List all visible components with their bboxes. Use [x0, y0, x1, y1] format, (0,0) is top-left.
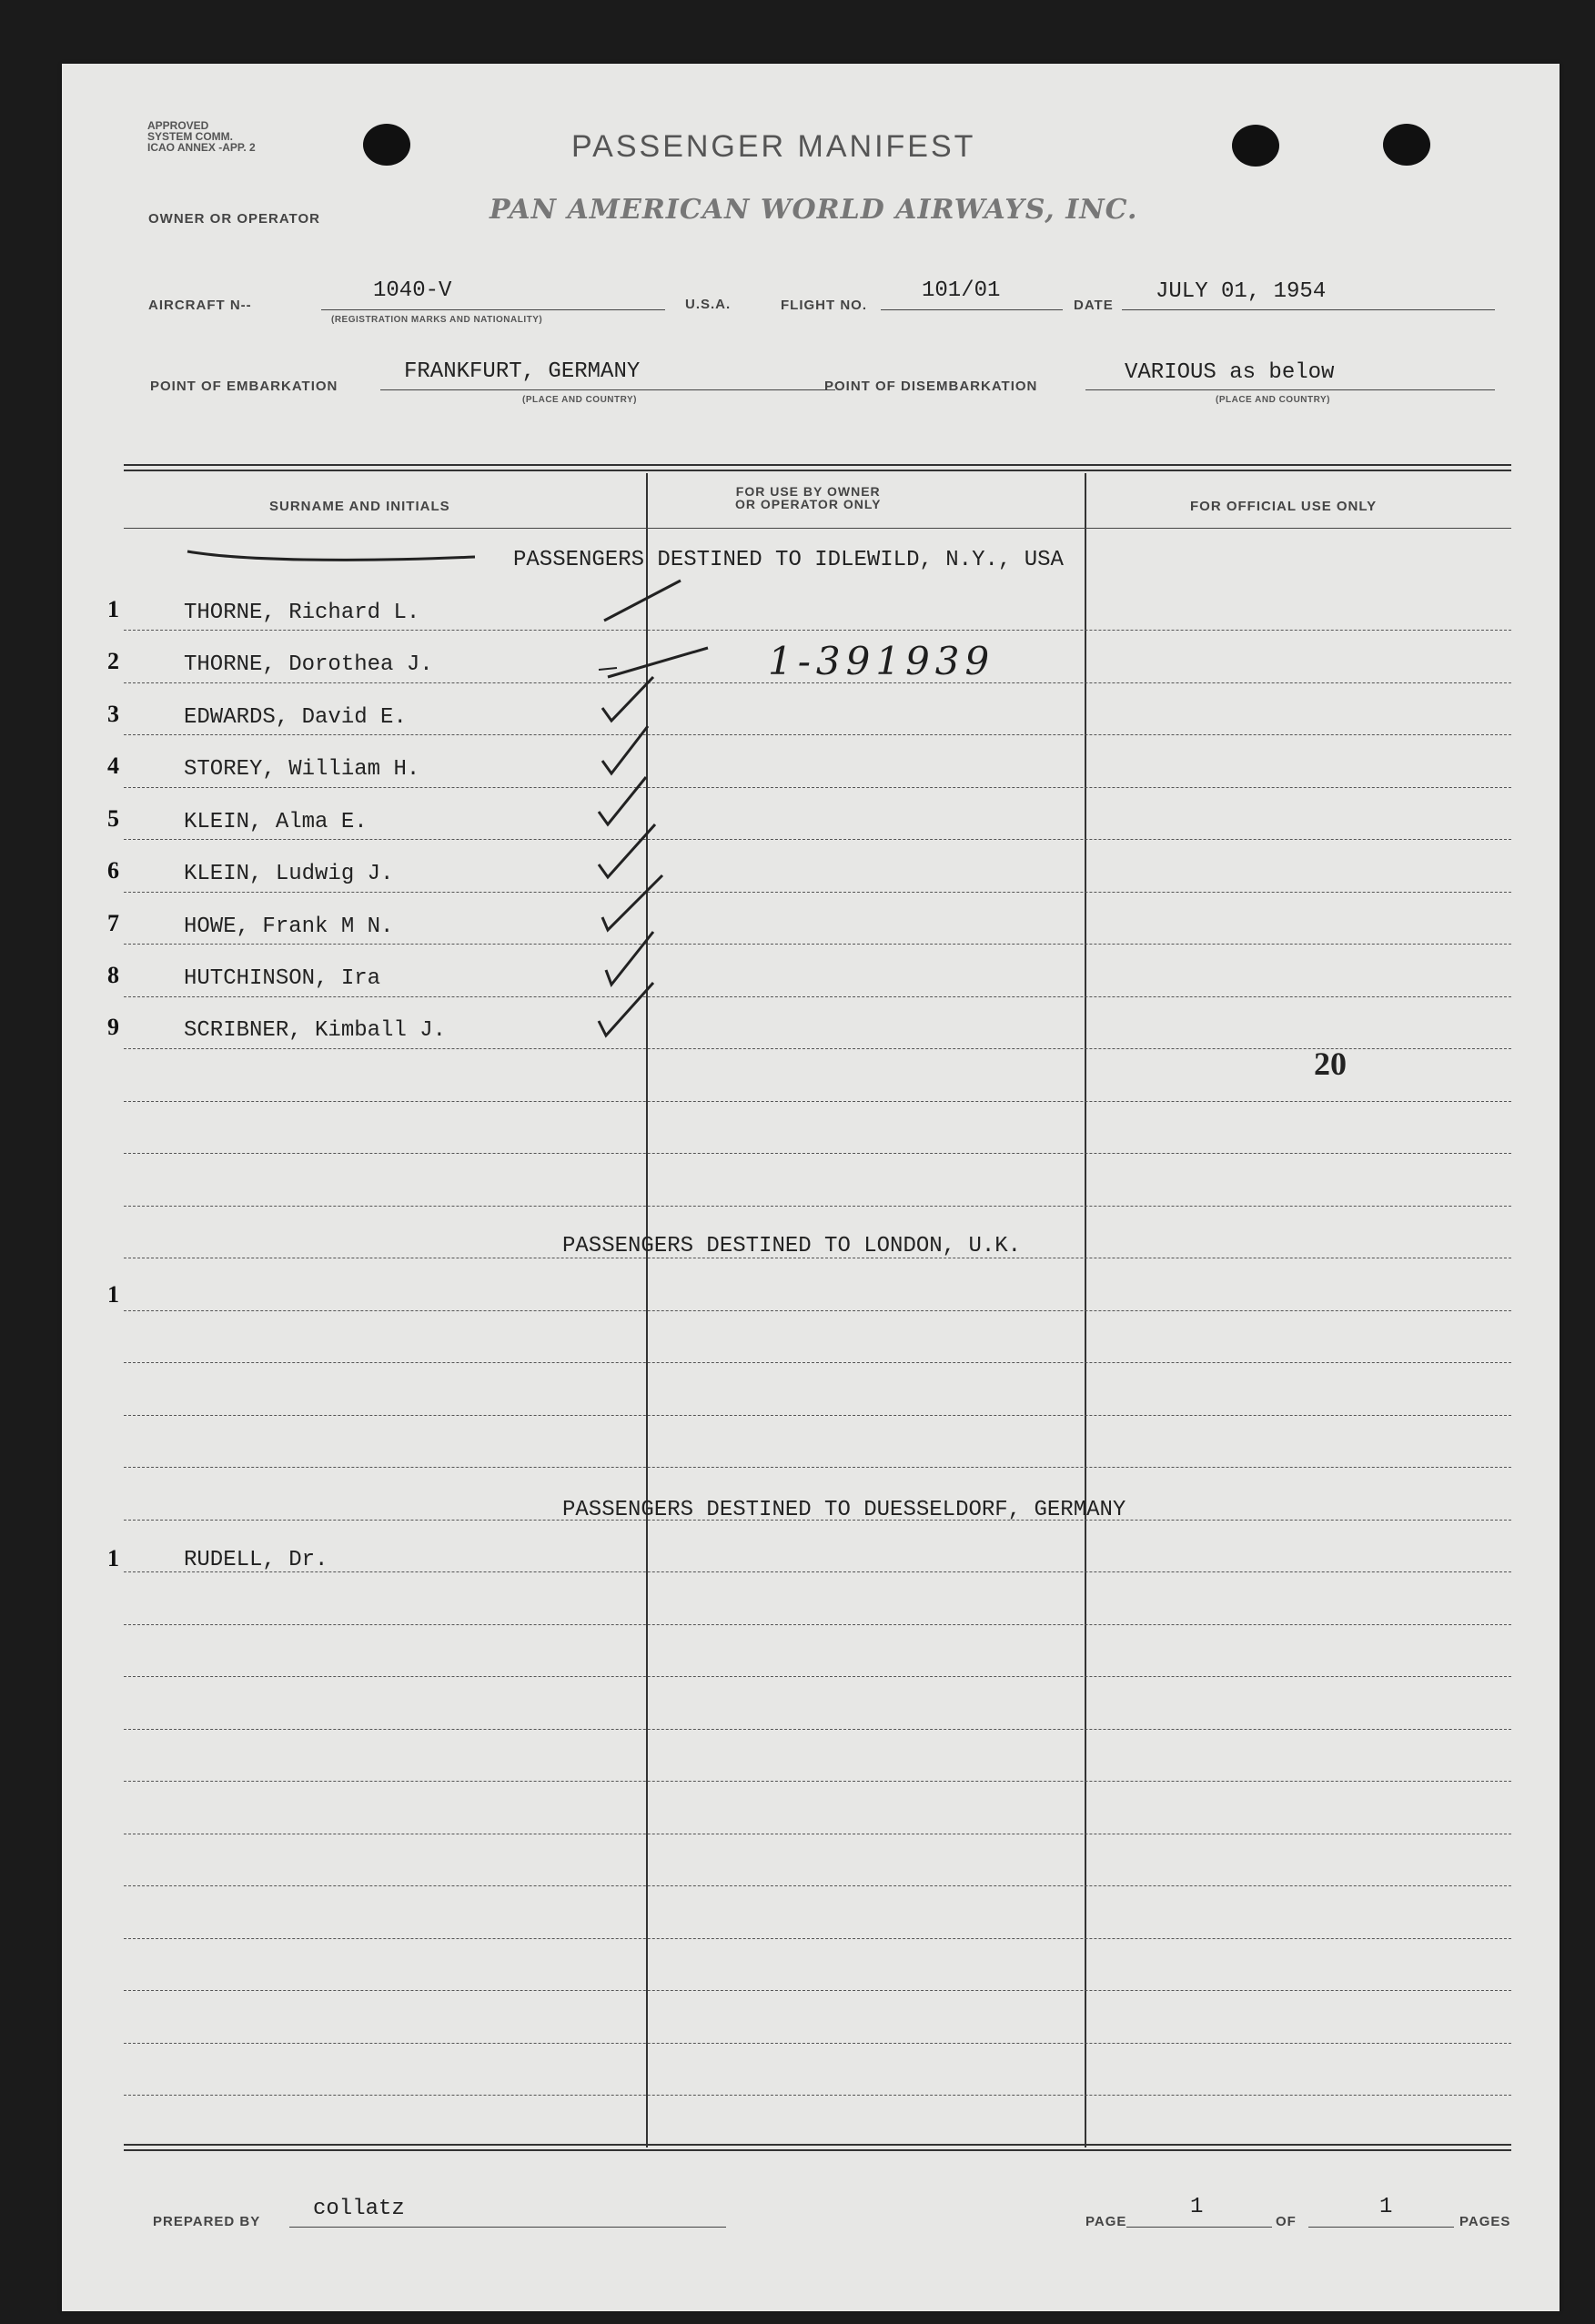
ruled-line [124, 996, 1511, 997]
of-value: 1 [1379, 2195, 1393, 2219]
embark-label: POINT OF EMBARKATION [150, 379, 338, 394]
row-number: 8 [107, 962, 119, 988]
passenger-name: EDWARDS, David E. [184, 705, 407, 730]
row-number: 9 [107, 1014, 119, 1040]
ruled-line [124, 787, 1511, 788]
passenger-name: RUDELL, Dr. [184, 1548, 328, 1572]
ruled-line [124, 944, 1511, 945]
punch-hole-left [363, 124, 410, 166]
passenger-name: HUTCHINSON, Ira [184, 966, 381, 991]
page-label: PAGE [1085, 2214, 1127, 2229]
group-heading-duesseldorf: PASSENGERS DESTINED TO DUESSELDORF, GERMANY [562, 1498, 1126, 1522]
disembark-label: POINT OF DISEMBARKATION [824, 379, 1038, 394]
ruled-line [124, 1676, 1511, 1677]
pages-label: PAGES [1459, 2214, 1511, 2229]
passenger-name: KLEIN, Ludwig J. [184, 862, 394, 886]
embark-sub: (PLACE AND COUNTRY) [522, 395, 637, 405]
ruled-line [124, 1310, 1511, 1311]
ruled-line [124, 1885, 1511, 1886]
manifest-sheet [62, 64, 1560, 2311]
handwritten-ticket-number: 1-391939 [768, 639, 995, 683]
punch-hole-far-right [1383, 124, 1430, 166]
ruled-line [124, 2043, 1511, 2044]
ruled-line [124, 2095, 1511, 2096]
disembark-sub: (PLACE AND COUNTRY) [1216, 395, 1330, 405]
row-number: 2 [107, 648, 119, 674]
ruled-line [124, 892, 1511, 893]
ruled-line [124, 1938, 1511, 1939]
passenger-name: HOWE, Frank M N. [184, 914, 394, 939]
passenger-name: SCRIBNER, Kimball J. [184, 1018, 447, 1043]
embark-value: FRANKFURT, GERMANY [404, 359, 641, 384]
page-value: 1 [1190, 2195, 1204, 2219]
passenger-name: THORNE, Richard L. [184, 601, 420, 625]
squiggle-mark [186, 544, 477, 570]
ruled-line [124, 1101, 1511, 1102]
passenger-name: KLEIN, Alma E. [184, 810, 368, 834]
flight-value: 101/01 [922, 278, 1001, 303]
passenger-name: THORNE, Dorothea J. [184, 652, 433, 677]
prepared-value: collatz [313, 2197, 405, 2221]
owner-label: OWNER OR OPERATOR [148, 211, 320, 227]
aircraft-label: AIRCRAFT N-- [148, 298, 252, 313]
aircraft-value: 1040-V [373, 278, 452, 303]
col-header-owner-line-2: OR OPERATOR ONLY [735, 497, 882, 511]
ruled-line [124, 1990, 1511, 1991]
ruled-line [124, 1624, 1511, 1625]
usa-label: U.S.A. [685, 297, 732, 312]
ruled-line [124, 1571, 1511, 1572]
row-number: 1 [107, 1281, 119, 1308]
approval-line-1: APPROVED [147, 119, 209, 132]
date-label: DATE [1074, 298, 1114, 313]
punch-hole-right [1232, 125, 1279, 167]
approval-line-3: ICAO ANNEX -APP. 2 [147, 141, 256, 154]
col-header-owner-line-1: FOR USE BY OWNER [735, 484, 881, 499]
row-number: 1 [107, 596, 119, 622]
prepared-label: PREPARED BY [153, 2214, 261, 2229]
row-number: 3 [107, 701, 119, 727]
row-number: 7 [107, 910, 119, 936]
ruled-line [124, 630, 1511, 631]
of-label: OF [1276, 2214, 1297, 2229]
official-number: 20 [1314, 1046, 1347, 1082]
col-header-surname: SURNAME AND INITIALS [269, 499, 450, 514]
ruled-line [124, 1781, 1511, 1782]
ruled-line [124, 734, 1511, 735]
ruled-line [124, 1415, 1511, 1416]
row-number: 5 [107, 805, 119, 832]
date-value: JULY 01, 1954 [1156, 279, 1327, 304]
ruled-line [124, 839, 1511, 840]
group-heading-idlewild: PASSENGERS DESTINED TO IDLEWILD, N.Y., USA [513, 548, 1064, 572]
flight-label: FLIGHT NO. [781, 298, 867, 313]
manifest-title: PASSENGER MANIFEST [571, 129, 976, 164]
disembark-value: VARIOUS as below [1125, 360, 1335, 385]
ruled-line [124, 1362, 1511, 1363]
ruled-line [124, 1153, 1511, 1154]
check-marks [571, 555, 753, 1065]
aircraft-sub: (REGISTRATION MARKS AND NATIONALITY) [331, 315, 543, 325]
approval-block [147, 120, 256, 153]
col-header-official: FOR OFFICIAL USE ONLY [1190, 499, 1378, 514]
approval-line-2: SYSTEM COMM. [147, 130, 234, 143]
ruled-line [124, 1206, 1511, 1207]
ruled-line [124, 1729, 1511, 1730]
ruled-line [124, 1048, 1511, 1049]
row-number: 6 [107, 857, 119, 884]
row-number: 4 [107, 753, 119, 779]
row-number: 1 [107, 1545, 119, 1571]
group-heading-london: PASSENGERS DESTINED TO LONDON, U.K. [562, 1234, 1022, 1258]
owner-value: PAN AMERICAN WORLD AIRWAYS, INC. [490, 194, 1138, 226]
passenger-name: STOREY, William H. [184, 757, 420, 782]
col-header-owner [735, 485, 881, 510]
ruled-line [124, 1467, 1511, 1468]
